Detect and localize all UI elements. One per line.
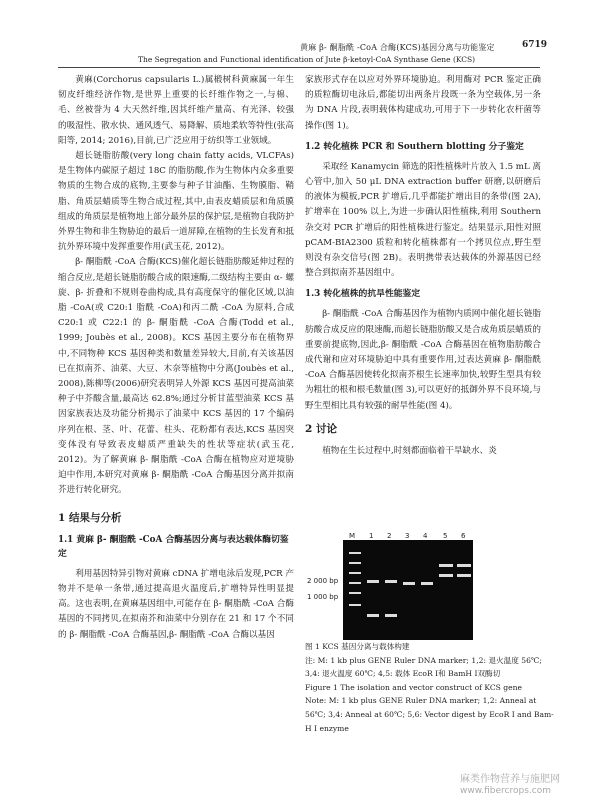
running-header-en: The Segregation and Functional identification of Jute β-ketoyl-CoA Synthase Gene (KCS) — [138, 55, 476, 64]
paragraph: 植物在生长过程中,时刻都面临着干旱缺水、炎 — [322, 445, 497, 456]
paragraph: 黄麻(Corchorus capsularis L.)属椴树科黄麻属一年生韧皮纤维经济作物,是世界上重要的长纤维作物之一,与棉、毛、丝被誉为 4 大天然纤维,因其纤维产量高、有光泽、较强的吸湿性、散水快、通风透气、易降解、质地柔软等特性(张高阳等, 2014; 2016),目前,已广泛应用于纺织等工业领域。 — [58, 75, 294, 146]
band — [349, 582, 361, 584]
subsection-heading: 1.3 转化植株的抗旱性能鉴定 — [305, 289, 421, 300]
header-rule — [58, 67, 540, 68]
section-heading: 2 讨论 — [305, 422, 337, 435]
lane-label: 1 — [369, 532, 374, 540]
band — [367, 614, 379, 617]
paragraph: 利用基因特异引物对黄麻 cDNA 扩增电泳后发现,PCR 产物并不是单一条带,通过提高退火温度后,扩增特异性明显提高。这也表明,在黄麻基因组中,可能存在 β- 酮脂酰 -CoA 合酶基因的不同拷贝,在拟南芥和油菜中分别存在 21 和 17 个不同的 β- 酮脂酰 -CoA 合酶基因,β- 酮脂酰 -CoA 合酶以基因 — [58, 568, 294, 640]
caption-en: Figure 1 The isolation and vector construct of KCS gene — [305, 682, 523, 692]
size-label: 1 000 bp — [307, 593, 339, 601]
page-number: 6719 — [522, 40, 548, 50]
band — [349, 572, 361, 574]
band — [403, 582, 415, 585]
lane-label: 6 — [461, 532, 466, 540]
section-heading: 1 结果与分析 — [58, 511, 122, 524]
subsection-heading: 1.2 转化植株 PCR 和 Southern blotting 分子鉴定 — [305, 141, 524, 152]
paragraph: β- 酮脂酰 -CoA 合酶(KCS)催化超长链脂肪酸延伸过程的缩合反应,是超长链脂肪酸合成的限速酶,二级结构主要由 α- 螺旋、β- 折叠和不规则卷曲构成,具有高度保守的催化区域,以油脂 -CoA(或 C20:1 脂酰 -CoA)和丙二酰 -CoA 为原料,合成 C20:1 或 C22:1 的 β- 酮脂酰 -CoA 合酶(Todd et al., 1999; Joubès et al., 2008)。KCS 基因主要分布在植物界中,不同物种 KCS 基因种类和数量差异较大,目前,有关该基因已在拟南芥、油菜、大豆、木奈等植物中分离(Joubès et al., 2008),陈柳等(2006)研究表明异人外源 KCS 基因可提高油菜种子中芥酸含量,最高达 62.8%;通过分析甘蓝型油菜 KCS 基因家族表达及功能分析揭示了油菜中 KCS 基因的 17 个编码序列在根、茎、叶、花蕾、柱头、花粉都有表达,KCS 基因突变体没有导致表皮蜡质严重缺失的性状等症状(武玉花, 2012)。为了解黄麻 β- 酮脂酰 -CoA 合酶在植物应对逆境胁迫中作用,本研究对黄麻 β- 酮脂酰 -CoA 合酶基因分离并拟南芥进行转化研究。 — [58, 257, 294, 496]
note-en: 56℃; 3,4: Anneal at 60℃; 5,6: Vector digest by EcoR Ⅰ and Bam- — [305, 709, 554, 719]
lane-label: 4 — [423, 532, 428, 540]
band — [421, 582, 433, 585]
size-label: 2 000 bp — [307, 577, 339, 585]
lane-label: M — [349, 532, 356, 540]
caption-cn: 图 1 KCS 基因分离与载体构建 — [305, 642, 410, 651]
band — [457, 574, 471, 577]
note-en: H Ⅰ enzyme — [305, 723, 349, 733]
subsection-heading: 1.1 黄麻 β- 酮脂酰 -CoA 合酶基因分离与表达载体酶切鉴定 — [58, 534, 289, 559]
band — [349, 562, 361, 564]
paragraph: 超长链脂肪酸(very long chain fatty acids, VLCFAs)是生物体内碳原子超过 18C 的脂肪酸,作为生物体内众多重要物质的生物合成的底物,主要参与种子甘油酯、生物膜脂、鞘脂、角质层蜡质等生物合成过程,其中,由表皮蜡质层和角质膜组成的角质层是植物地上部分最外层的保护层,是植物自我防护外界生物和非生物胁迫的最后一道屏障,在植物的生长发育和抵抗外界环境中发挥重要作用(武玉花, 2012)。 — [58, 151, 294, 253]
band — [349, 552, 361, 554]
lane-label: 3 — [405, 532, 410, 540]
note-cn: 3,4: 退火温度 60℃; 4,5: 载体 EcoR Ⅰ和 BamH Ⅰ双酶切 — [305, 669, 501, 679]
band — [367, 580, 379, 583]
note-en: Note: M: 1 kb plus GENE Ruler DNA marker; 1,2: Anneal at — [305, 696, 537, 706]
band — [385, 580, 397, 583]
band — [349, 592, 361, 594]
figure-caption — [305, 640, 554, 735]
left-column — [58, 73, 294, 643]
right-column — [305, 73, 541, 459]
note-cn: 注: M: 1 kb plus GENE Ruler DNA marker; 1,2: 退火温度 56℃; — [305, 655, 542, 665]
paragraph: 家族形式存在以应对外界环境胁迫。利用酶对 PCR 鉴定正确的质粒酶切电泳后,都能切出两条片段既一条为空载体,另一条为 DNA 片段,表明载体构建成功,可用于下一步转化农杆菌等操作(图 1)。 — [305, 75, 541, 131]
paragraph: 采取经 Kanamycin 筛选的阳性植株叶片放入 1.5 mL 离心管中,加入 50 μL DNA extraction buffer 研磨,以研磨后的液体为模板,PCR 扩增后,几乎都能扩增出目的条带(图 2A),扩增率在 100% 以上,为进一步确认阳性植株,利用 Southern 杂交对 PCR 扩增后的阳性植株进行鉴定。结果显示,阳性对照 pCAM-BIA2300 质粒和转化植株都有一个拷贝位点,野生型则没有杂交信号(图 2B)。表明携带表达载体的外源基因已经整合到拟南芥基因组中。 — [305, 161, 541, 279]
watermark: 麻类作物营养与施肥网 — [460, 774, 560, 785]
band — [349, 604, 361, 606]
gel-figure — [305, 532, 541, 642]
paragraph: β- 酮脂酰 -CoA 合酶基因作为植物内质网中催化超长链脂肪酸合成反应的限速酶,而超长链脂肪酸又是合成角质层蜡质的重要前提底物,因此,β- 酮脂酰 -CoA 合酶基因在植物脂肪酸合成代谢和应对环境胁迫中具有重要作用,过表达黄麻 β- 酮脂酰 -CoA 合酶基因使转化拟南芥根生长速率加快,较野生型具有较为粗壮的根和根毛数量(图 3),可以更好的抵御外界不良环境,与野生型相比具有较强的耐旱性能(图 4)。 — [305, 309, 541, 411]
lane-label: 2 — [387, 532, 392, 540]
band — [439, 564, 453, 567]
running-header-cn: 黄麻 β- 酮脂酰 -CoA 合酶(KCS)基因分离与功能鉴定 — [300, 43, 495, 52]
band — [385, 614, 397, 617]
band — [439, 574, 453, 577]
gel-image — [343, 540, 473, 640]
band — [457, 564, 471, 567]
watermark-url: www.fibercrops.com — [460, 786, 551, 796]
lane-label: 5 — [443, 532, 448, 540]
